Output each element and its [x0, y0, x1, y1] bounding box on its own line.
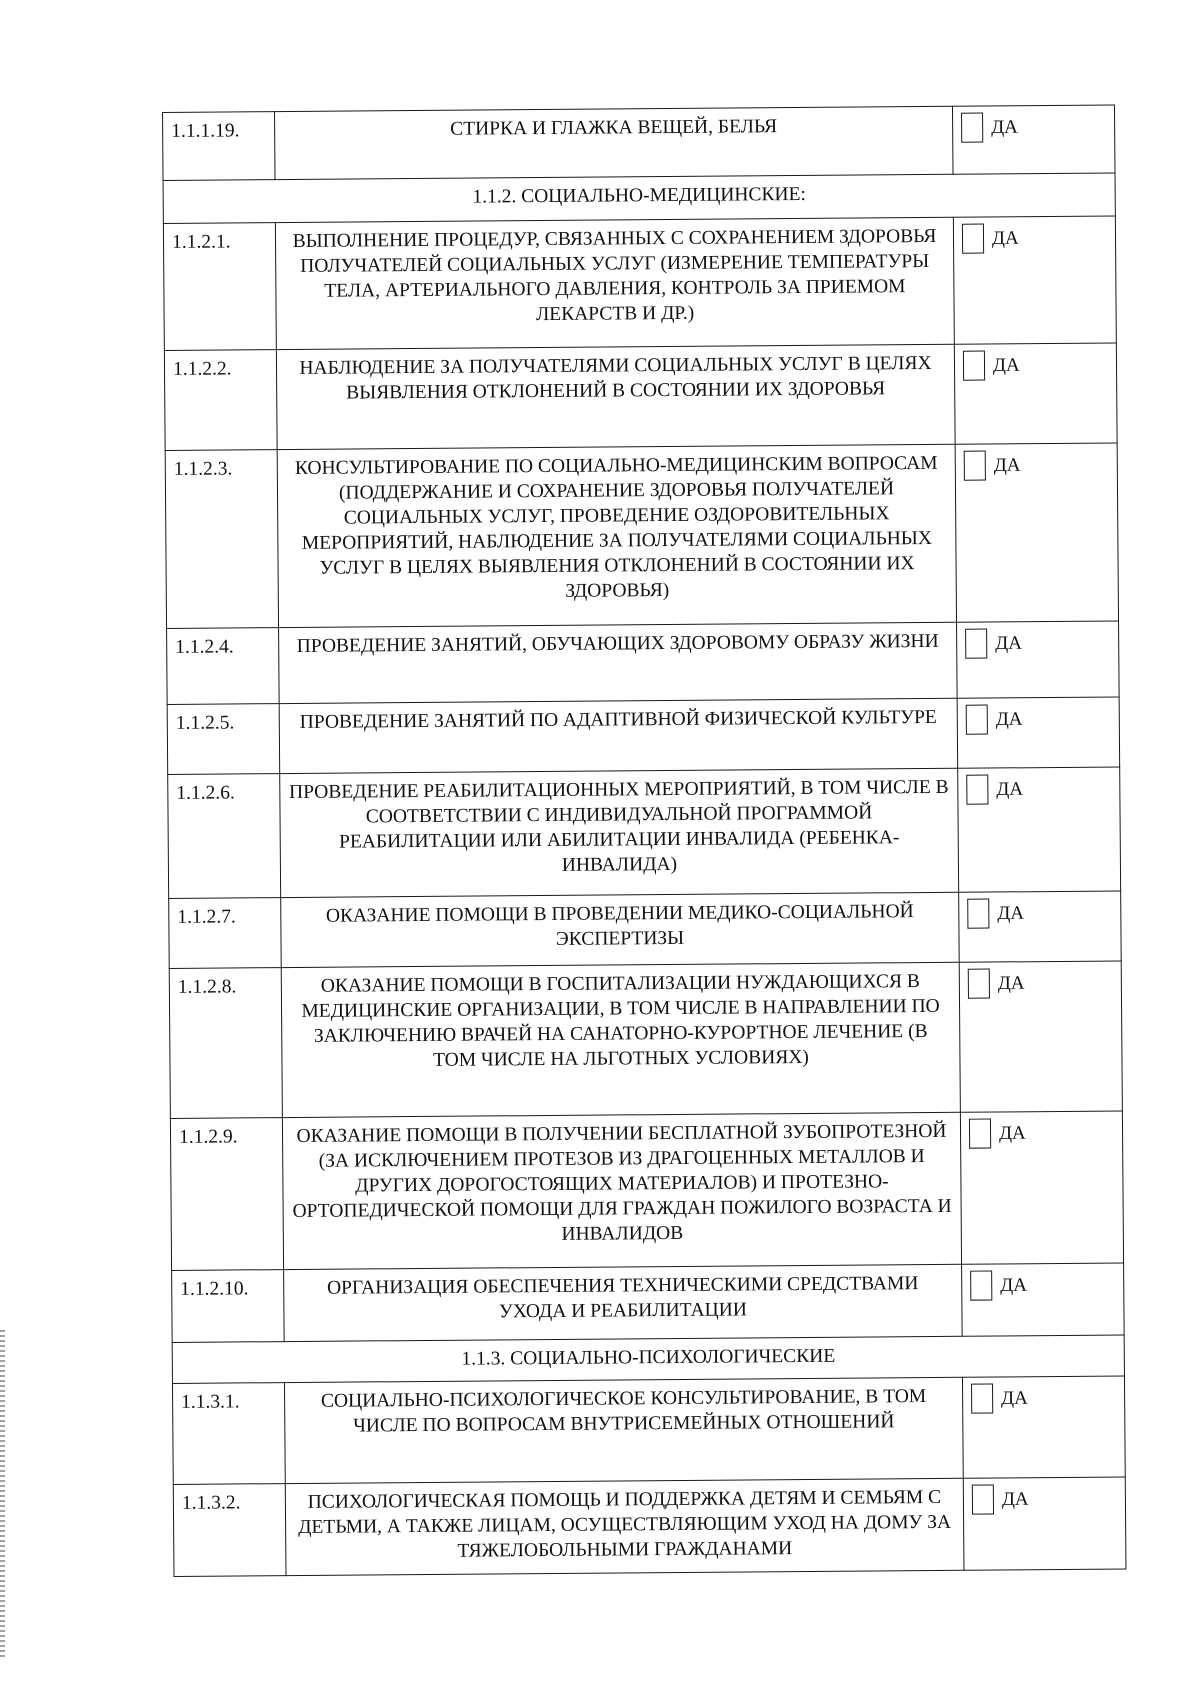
- service-row: [170, 1111, 1123, 1270]
- service-description: НАБЛЮДЕНИЕ ЗА ПОЛУЧАТЕЛЯМИ СОЦИАЛЬНЫХ УСЛУГ В ЦЕЛЯХ ВЫЯВЛЕНИЯ ОТКЛОНЕНИЙ В СОСТОЯНИИ ИХ ЗДОРОВЬЯ: [276, 344, 955, 449]
- service-number: 1.1.2.2.: [164, 350, 277, 451]
- service-number: 1.1.2.10.: [172, 1270, 285, 1343]
- service-row: [169, 961, 1122, 1118]
- checkbox-icon[interactable]: [961, 113, 983, 143]
- checkbox-icon[interactable]: [971, 1384, 993, 1414]
- service-row: [169, 891, 1122, 968]
- service-number: 1.1.2.8.: [169, 968, 282, 1119]
- yes-checkbox-cell[interactable]: [959, 891, 1122, 962]
- yes-checkbox-cell[interactable]: [955, 443, 1118, 622]
- service-row: [172, 1263, 1125, 1342]
- section-title: 1.1.3. СОЦИАЛЬНО-ПСИХОЛОГИЧЕСКИЕ: [172, 1335, 1124, 1383]
- service-description: ПРОВЕДЕНИЕ ЗАНЯТИЙ, ОБУЧАЮЩИХ ЗДОРОВОМУ ОБРАЗУ ЖИЗНИ: [279, 622, 958, 703]
- checkbox-icon[interactable]: [964, 451, 986, 481]
- yes-checkbox-cell[interactable]: [962, 1263, 1125, 1336]
- service-number: 1.1.2.7.: [169, 898, 282, 969]
- checkbox-icon[interactable]: [965, 629, 987, 659]
- service-description: СОЦИАЛЬНО-ПСИХОЛОГИЧЕСКОЕ КОНСУЛЬТИРОВАНИЕ, В ТОМ ЧИСЛЕ ПО ВОПРОСАМ ВНУТРИСЕМЕЙНЫХ ОТНОШЕНИЙ: [284, 1377, 963, 1483]
- service-description: КОНСУЛЬТИРОВАНИЕ ПО СОЦИАЛЬНО-МЕДИЦИНСКИМ ВОПРОСАМ (ПОДДЕРЖАНИЕ И СОХРАНЕНИЕ ЗДОРОВЬЯ ПОЛУЧАТЕЛЕЙ СОЦИАЛЬНЫХ УСЛУГ, ПРОВЕДЕНИЕ ОЗДОРОВИТЕЛЬНЫХ МЕРОПРИЯТИЙ, НАБЛЮДЕНИЕ ЗА ПОЛУЧАТЕЛЯМИ СОЦИАЛЬНЫХ УСЛУГ В ЦЕЛЯХ ВЫЯВЛЕНИЯ ОТКЛОНЕНИЙ В СОСТОЯНИИ ИХ ЗДОРОВЬЯ): [277, 444, 956, 627]
- service-number: 1.1.2.5.: [167, 704, 280, 775]
- service-row: [168, 767, 1121, 898]
- yes-label: ДА: [995, 708, 1023, 730]
- service-number: 1.1.2.4.: [167, 628, 280, 705]
- service-number: 1.1.1.19.: [163, 112, 276, 181]
- yes-label: ДА: [992, 354, 1020, 376]
- service-row: [172, 1376, 1125, 1484]
- yes-label: ДА: [995, 632, 1022, 654]
- yes-label: ДА: [993, 454, 1021, 476]
- yes-label: ДА: [991, 116, 1018, 138]
- service-row: [163, 216, 1116, 350]
- checkbox-icon[interactable]: [969, 1119, 991, 1149]
- service-description: ОРГАНИЗАЦИЯ ОБЕСПЕЧЕНИЯ ТЕХНИЧЕСКИМИ СРЕДСТВАМИ УХОДА И РЕАБИЛИТАЦИИ: [284, 1264, 963, 1341]
- yes-checkbox-cell[interactable]: [954, 343, 1117, 444]
- yes-label: ДА: [998, 1122, 1026, 1144]
- yes-checkbox-cell[interactable]: [962, 1376, 1125, 1478]
- section-header-row: [163, 173, 1115, 223]
- service-row: [173, 1477, 1126, 1576]
- service-number: 1.1.3.2.: [173, 1484, 286, 1577]
- yes-checkbox-cell[interactable]: [963, 1477, 1126, 1570]
- yes-label: ДА: [1001, 1488, 1029, 1510]
- service-row: [163, 105, 1116, 180]
- service-description: ОКАЗАНИЕ ПОМОЩИ В ПРОВЕДЕНИИ МЕДИКО-СОЦИАЛЬНОЙ ЭКСПЕРТИЗЫ: [281, 892, 960, 967]
- service-description: ПРОВЕДЕНИЕ ЗАНЯТИЙ ПО АДАПТИВНОЙ ФИЗИЧЕСКОЙ КУЛЬТУРЕ: [279, 698, 958, 773]
- checkbox-icon[interactable]: [966, 705, 988, 735]
- yes-checkbox-cell[interactable]: [960, 1111, 1123, 1264]
- services-form: [162, 112, 1114, 1577]
- service-number: 1.1.2.3.: [165, 450, 278, 629]
- service-description: СТИРКА И ГЛАЖКА ВЕЩЕЙ, БЕЛЬЯ: [275, 106, 954, 179]
- service-number: 1.1.3.1.: [172, 1383, 285, 1485]
- service-description: ОКАЗАНИЕ ПОМОЩИ В ПОЛУЧЕНИИ БЕСПЛАТНОЙ ЗУБОПРОТЕЗНОЙ (ЗА ИСКЛЮЧЕНИЕМ ПРОТЕЗОВ ИЗ ДРАГОЦЕННЫХ МЕТАЛЛОВ И ДРУГИХ ДОРОГОСТОЯЩИХ МАТЕРИАЛОВ) И ПРОТЕЗНО-ОРТОПЕДИЧЕСКОЙ ПОМОЩИ ДЛЯ ГРАЖДАН ПОЖИЛОГО ВОЗРАСТА И ИНВАЛИДОВ: [282, 1112, 961, 1269]
- yes-label: ДА: [1001, 1387, 1028, 1409]
- service-number: 1.1.2.6.: [168, 774, 281, 899]
- yes-label: ДА: [996, 778, 1024, 800]
- service-description: ОКАЗАНИЕ ПОМОЩИ В ГОСПИТАЛИЗАЦИИ НУЖДАЮЩИХСЯ В МЕДИЦИНСКИЕ ОРГАНИЗАЦИИ, В ТОМ ЧИСЛЕ В НАПРАВЛЕНИИ ПО ЗАКЛЮЧЕНИЮ ВРАЧЕЙ НА САНАТОРНО-КУРОРТНОЕ ЛЕЧЕНИЕ (В ТОМ ЧИСЛЕ НА ЛЬГОТНЫХ УСЛОВИЯХ): [281, 962, 960, 1117]
- checkbox-icon[interactable]: [962, 224, 984, 254]
- service-row: [167, 621, 1120, 704]
- service-description: ПСИХОЛОГИЧЕСКАЯ ПОМОЩЬ И ПОДДЕРЖКА ДЕТЯМ И СЕМЬЯМ С ДЕТЬМИ, А ТАКЖЕ ЛИЦАМ, ОСУЩЕСТВЛЯЮЩИМ УХОД НА ДОМУ ЗА ТЯЖЕЛОБОЛЬНЫМИ ГРАЖДАНАМИ: [285, 1478, 964, 1575]
- services-table: [162, 105, 1126, 1577]
- service-row: [165, 443, 1118, 628]
- service-row: [164, 343, 1117, 450]
- yes-checkbox-cell[interactable]: [957, 621, 1120, 698]
- yes-label: ДА: [997, 902, 1025, 924]
- services-table-body: [163, 105, 1126, 1576]
- checkbox-icon[interactable]: [963, 351, 985, 381]
- service-description: ПРОВЕДЕНИЕ РЕАБИЛИТАЦИОННЫХ МЕРОПРИЯТИЙ, В ТОМ ЧИСЛЕ В СООТВЕТСТВИИ С ИНДИВИДУАЛЬНОЙ ПРОГРАММОЙ РЕАБИЛИТАЦИИ ИЛИ АБИЛИТАЦИИ ИНВАЛИДА (РЕБЕНКА-ИНВАЛИДА): [280, 768, 959, 897]
- yes-checkbox-cell[interactable]: [953, 216, 1116, 344]
- yes-label: ДА: [997, 972, 1025, 994]
- checkbox-icon[interactable]: [972, 1485, 994, 1515]
- checkbox-icon[interactable]: [966, 775, 988, 805]
- service-description: ВЫПОЛНЕНИЕ ПРОЦЕДУР, СВЯЗАННЫХ С СОХРАНЕНИЕМ ЗДОРОВЬЯ ПОЛУЧАТЕЛЕЙ СОЦИАЛЬНЫХ УСЛУГ (ИЗМЕРЕНИЕ ТЕМПЕРАТУРЫ ТЕЛА, АРТЕРИАЛЬНОГО ДАВЛЕНИЯ, КОНТРОЛЬ ЗА ПРИЕМОМ ЛЕКАРСТВ И ДР.): [275, 217, 954, 349]
- yes-checkbox-cell[interactable]: [957, 697, 1120, 768]
- yes-checkbox-cell[interactable]: [959, 961, 1122, 1112]
- service-number: 1.1.2.9.: [170, 1118, 283, 1271]
- checkbox-icon[interactable]: [967, 899, 989, 929]
- section-title: 1.1.2. СОЦИАЛЬНО-МЕДИЦИНСКИЕ:: [163, 173, 1115, 223]
- service-number: 1.1.2.1.: [163, 223, 276, 351]
- checkbox-icon[interactable]: [968, 969, 990, 999]
- scan-edge-artifact: [0, 1330, 5, 1660]
- yes-checkbox-cell[interactable]: [958, 767, 1121, 892]
- yes-label: ДА: [991, 227, 1019, 249]
- service-row: [167, 697, 1120, 774]
- yes-checkbox-cell[interactable]: [952, 105, 1115, 174]
- checkbox-icon[interactable]: [970, 1271, 992, 1301]
- yes-label: ДА: [1000, 1274, 1028, 1296]
